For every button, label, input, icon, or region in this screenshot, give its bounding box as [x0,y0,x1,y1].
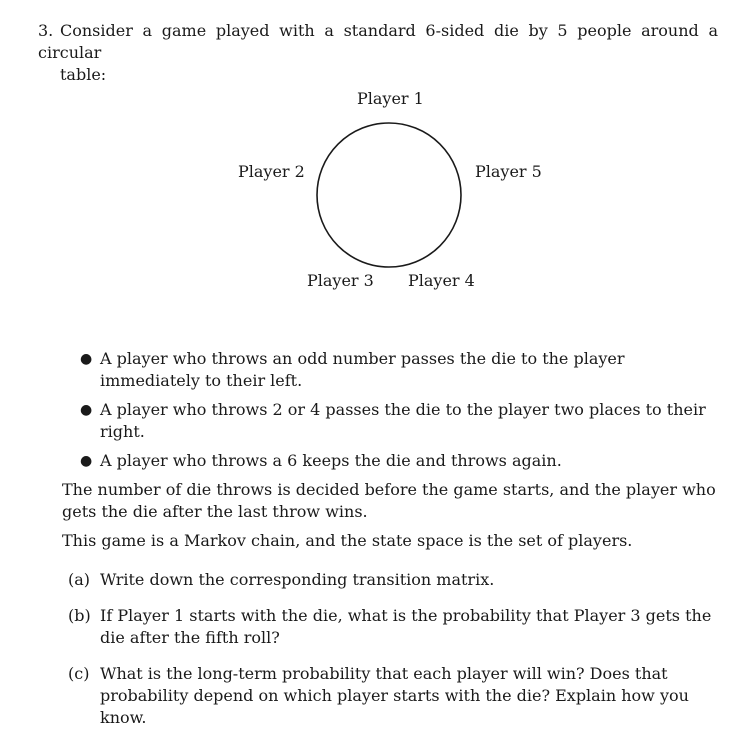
bullet-icon: ● [80,402,93,418]
rule-item [80,399,720,443]
player-1-label: Player 1 [357,89,424,108]
part-text: What is the long-term probability that each player will win? Does that probability depend on which player starts with the die? Explain how you know. [100,664,689,727]
part-label: (c) [68,664,90,683]
part-text: If Player 1 starts with the die, what is the probability that Player 3 gets the die after the fifth roll? [100,606,712,647]
rule-text: A player who throws a 6 keeps the die and throws again. [100,451,562,470]
throws-paragraph: The number of die throws is decided before the game starts, and the player who gets the die after the last throw wins. [62,480,716,521]
question-part-b [68,605,720,649]
part-label: (b) [68,606,91,625]
markov-paragraph: This game is a Markov chain, and the state space is the set of players. [62,531,633,550]
problem-intro-text-continued: table: [60,65,107,84]
circular-table-diagram [0,0,747,330]
bullet-icon: ● [80,351,93,367]
rule-item [80,348,720,392]
question-part-a [68,569,720,591]
player-3-label: Player 3 [307,271,374,290]
rule-text: A player who throws an odd number passes the die to the player immediately to their left. [100,349,625,390]
table-circle [317,123,461,267]
problem-intro-text: Consider a game played with a standard 6-sided die by 5 people around a circular [38,21,718,62]
part-label: (a) [68,570,91,589]
rule-text: A player who throws 2 or 4 passes the die to the player two places to their right. [100,400,706,441]
player-5-label: Player 5 [475,162,542,181]
player-4-label: Player 4 [408,271,475,290]
question-part-c [68,663,720,729]
player-2-label: Player 2 [238,162,305,181]
bullet-icon: ● [80,453,93,469]
rule-item [80,450,720,472]
question-parts [68,569,720,743]
part-text: Write down the corresponding transition matrix. [100,570,495,589]
rules-list [80,348,720,479]
problem-number: 3. [38,21,54,40]
